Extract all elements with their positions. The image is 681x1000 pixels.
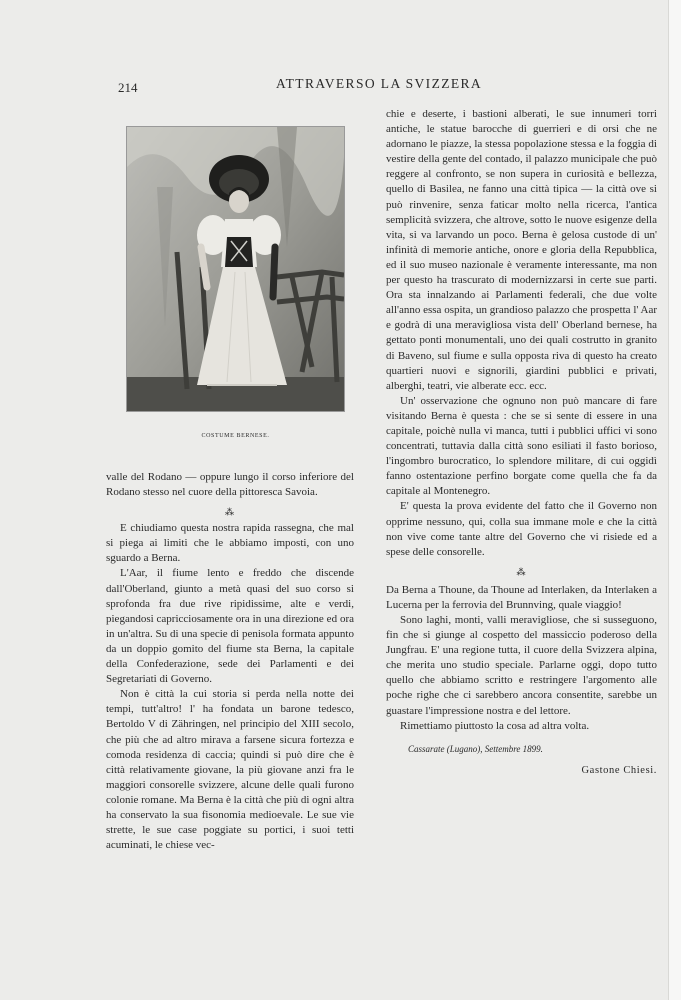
right-paragraph-4: Da Berna a Thoune, da Thoune ad Interlaken, da Interlaken a Lucerna per la ferrovia del Brunnving, quale viaggio! — [386, 583, 657, 611]
left-paragraph-4: Non è città la cui storia si perda nella notte dei tempi, tutt'altro! l' ha fondata un barone tedesco, Bertoldo V di Zähringen, nel principio del XIII secolo, che più che ad altro mirava a farsene sicura fortezza e comoda residenza di caccia; quindi si può dire che è città relativamente giovane, la più giovane anzi fra le maggiori consorelle svizzere, alcune delle quali furono colonie romane. Ma Berna è la città che più di ogni altra ha conservato la sua fisonomia medioevale. Le sue vie strette, le sue case poggiate su portici, i suoi tetti acuminati, le chiese vec- — [106, 688, 355, 852]
costume-photo — [126, 126, 345, 412]
dateline: Cassarate (Lugano), Settembre 1899. — [408, 743, 543, 754]
page-edge — [668, 0, 681, 1000]
figure-caption: COSTUME BERNESE. — [201, 433, 270, 439]
costume-illustration — [127, 127, 344, 411]
right-paragraph-1: chie e deserte, i bastioni alberati, le sue innumeri torri antiche, le statue barocche di guerrieri e di orsi che ne adornano le piazze, la stessa popolazione stessa e la foggia di vestire della gente del contado, il palazzo municipale che può reggere al confronto, se non supera in curiosità e bellezza, quello di Basilea, ne fanno una città tipica — la città ove si può rinvenire, senza faticar molto nella ricerca, l'antica semplicità svizzera, che altrove, sotto le nuove esigenze della vita, si va larvando un poco. Berna è gelosa custode di un' infinità di memorie antiche, onore e gloria della Repubblica, ed il suo museo nazionale è veramente interessante, ma non per questo ha trascurato di modernizzarsi in certe sue parti. Ora sta innalzando ai Parlamenti federali, che due volte all'anno essa ospita, un grandioso palazzo che prospetta l' Aar e godrà di una meravigliosa vista dell' Oberland bernese, ha gettato ponti monumentali, uno dei quali costrutto in granito di Baveno, sul fiume e sulla opposta riva di questo ha creato quartieri nuovi e signorili, giardini pubblici e privati, alberghi, teatri, vie alberate ecc. ecc. — [386, 108, 657, 392]
right-paragraph-5: Sono laghi, monti, valli meravigliose, che si susseguono, fin che si giunge al cospetto del massiccio poderoso della Jungfrau. E' una regione tutta, il cuore della Svizzera alpina, che merita uno studio speciale. Parlarne oggi, dopo tutto quello che abbiamo scritto e restringere l'argomento alle poche righe che ci sarebbero ancora consentite, sarebbe un guastare l'impressione nostra e del lettore. — [386, 614, 657, 717]
running-title: ATTRAVERSO LA SVIZZERA — [276, 76, 483, 91]
left-paragraph-1: valle del Rodano — oppure lungo il corso inferiore del Rodano stesso nel cuore della pittoresca Savoia. — [106, 471, 354, 499]
right-column — [386, 107, 657, 778]
left-paragraph-2: E chiudiamo questa nostra rapida rassegna, che mal si piega ai limiti che le abbiamo imposti, con uno sguardo a Berna. — [106, 522, 354, 565]
right-paragraph-6: Rimettiamo piuttosto la cosa ad altra volta. — [400, 719, 590, 732]
section-separator-stars: ⁂ — [516, 566, 527, 577]
right-paragraph-3: E' questa la prova evidente del fatto che il Governo non opprime nessuno, qui, colla sua immane mole e che la città non vive come tante altre del Governo che vi risiede ed a spese delle consorelle. — [386, 500, 657, 558]
left-column — [106, 470, 354, 853]
left-paragraph-3: L'Aar, il fiume lento e freddo che discende dall'Oberland, giunto a metà quasi del suo corso si sprofonda fra due rive ripidissime, alte e verdi, piegandosi capricciosamente ora in una direzione ed ora in un'altra. Su di una specie di penisola formata appunto da un doppio gomito del fiume sta Berna, la capitale della Confederazione, sede dei Parlamenti e dei Segretariati di Governo. — [106, 567, 354, 686]
author-signature: Gastone Chiesi. — [581, 764, 657, 776]
section-separator-stars: ⁂ — [225, 507, 235, 518]
page-number: 214 — [118, 80, 138, 95]
right-paragraph-2: Un' osservazione che ognuno non può mancare di fare visitando Berna è questa : che se si sente di essere in una capitale, poichè nulla vi manca, tutti i pubblici uffici vi sono concentrati, tuttavia dalla città sono esiliati il fasto borioso, l'ingombro burocratico, lo splendore militare, di cui oggidì fanno ostentazione perfino borgate come quella che fa da capitale al Montenegro. — [386, 394, 657, 498]
